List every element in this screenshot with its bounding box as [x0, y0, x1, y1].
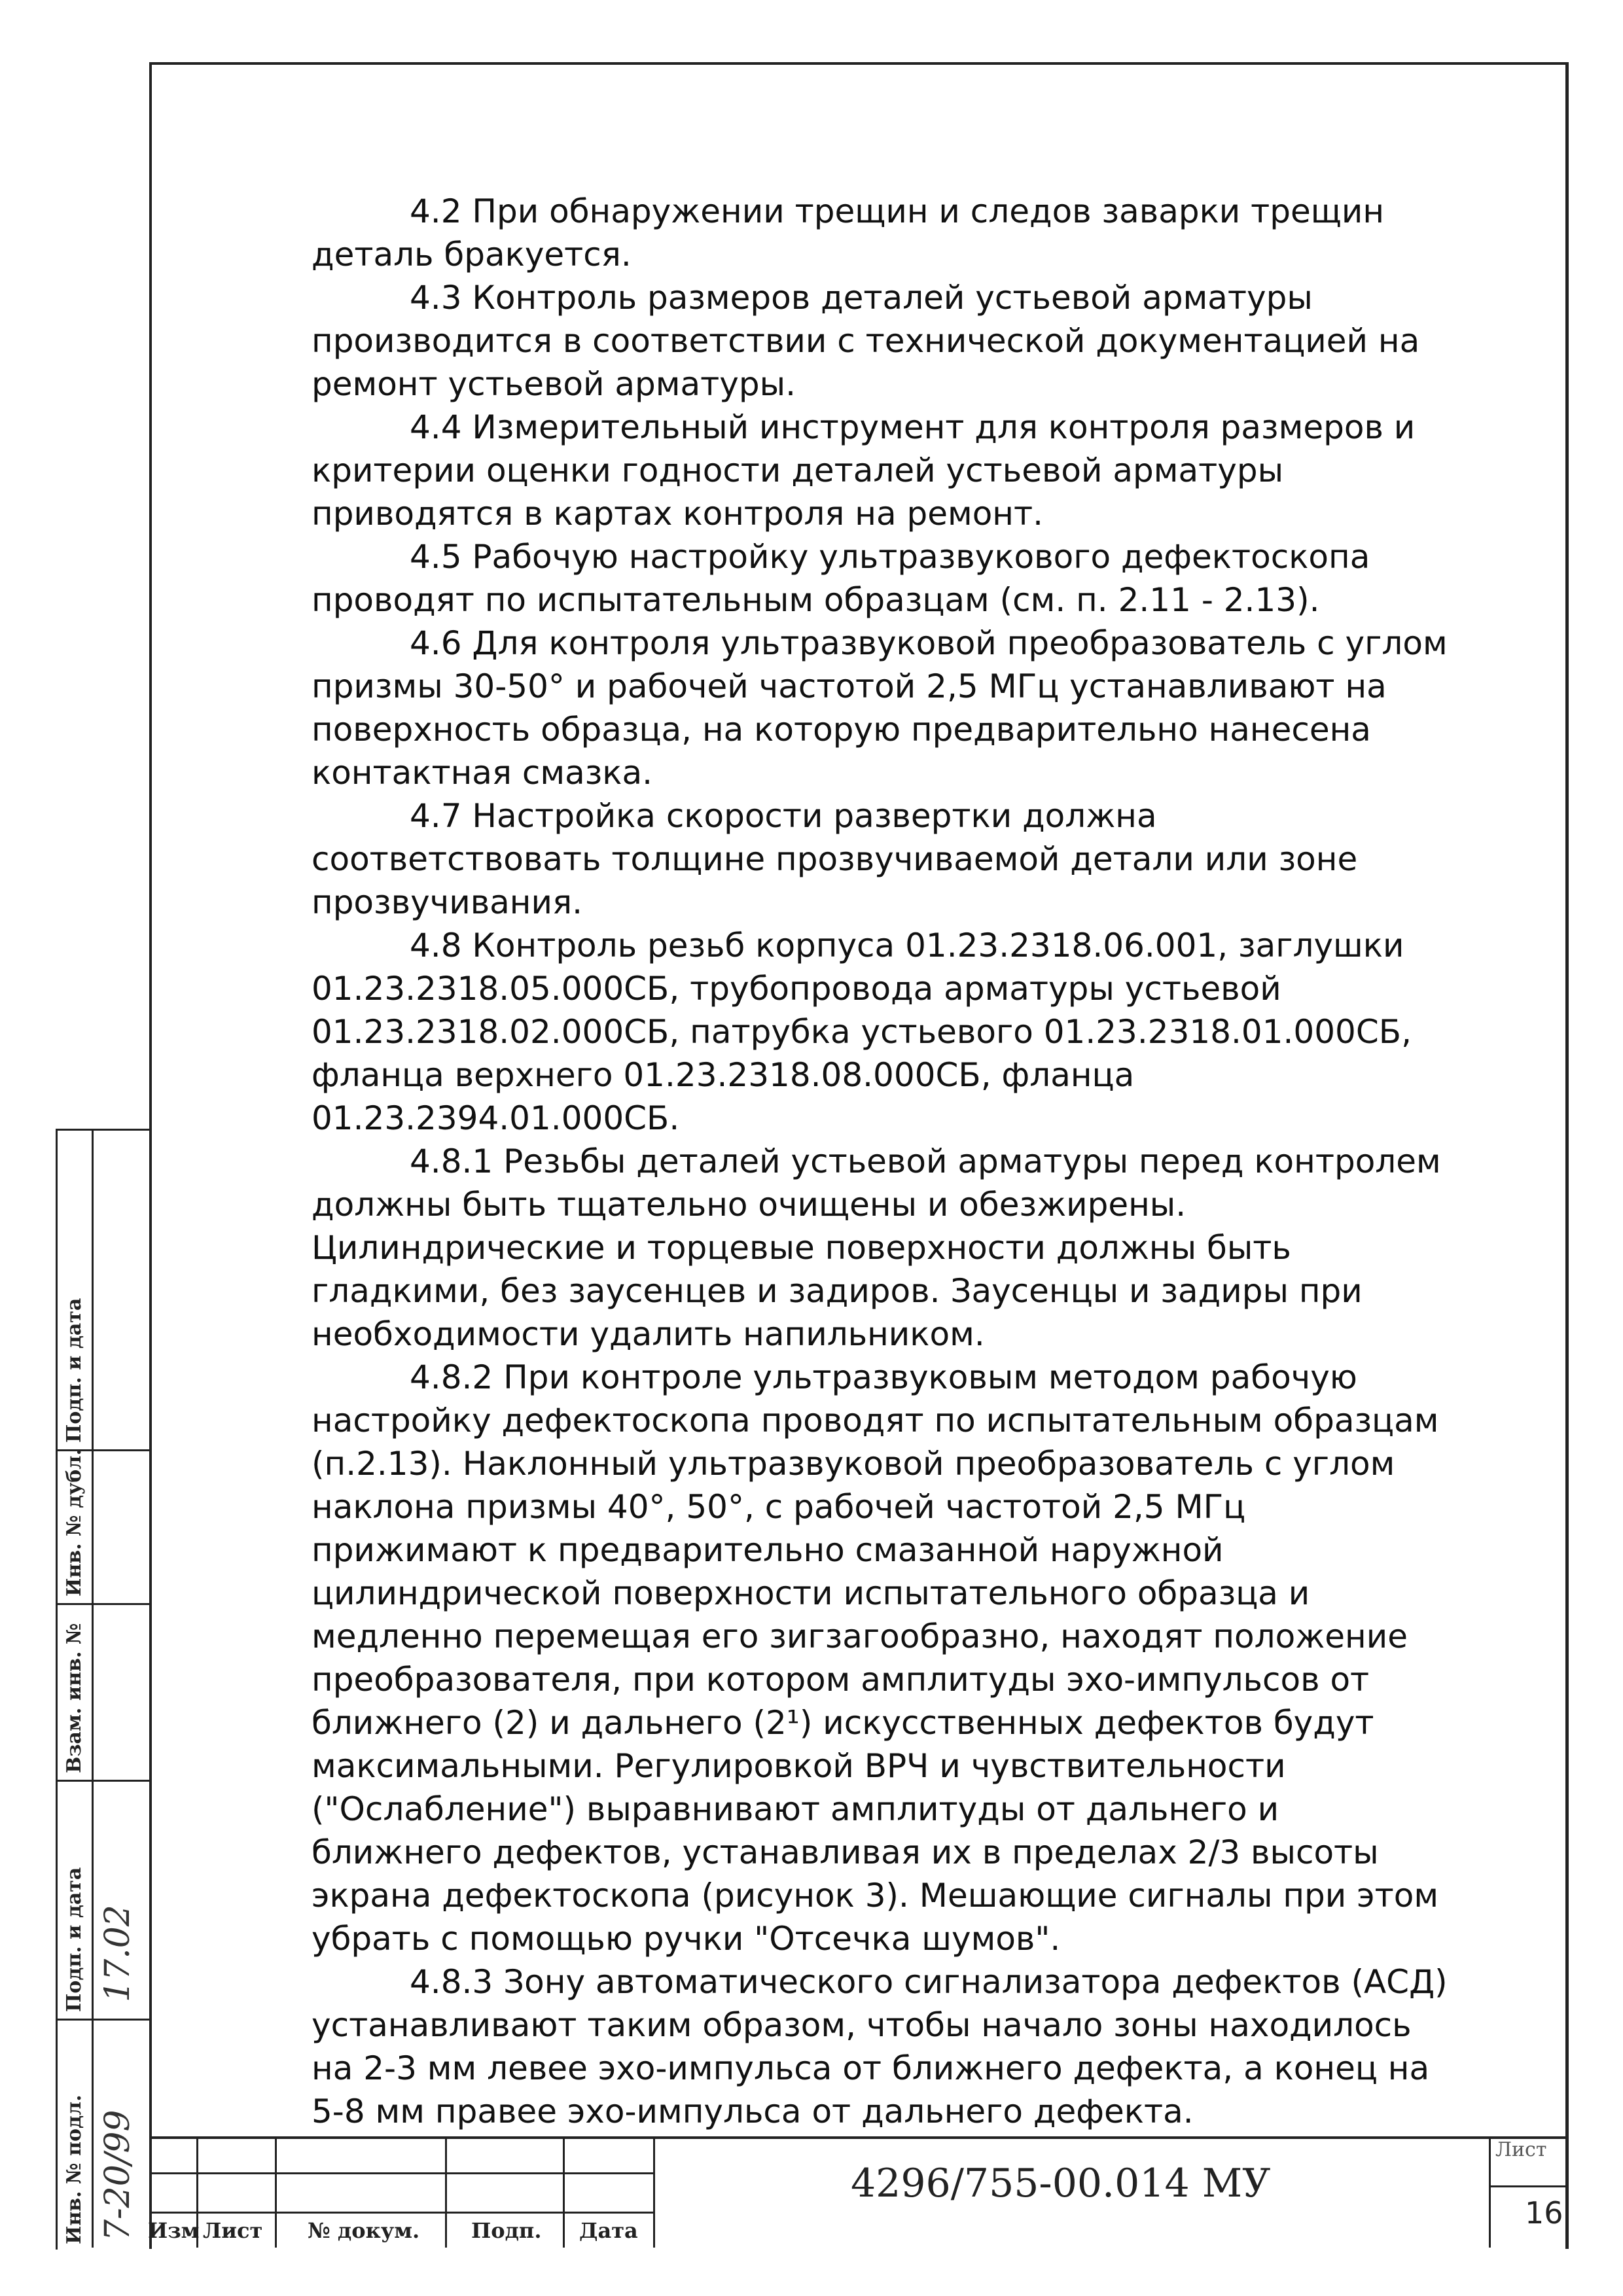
- paragraph-4-8-1: 4.8.1 Резьбы деталей устьевой арматуры перед контролем должны быть тщательно очищены и обезжирены. Цилиндрические и торцевые поверхности должны быть гладкими, без заусенцев и задиров. Заусенцы и задиры при необходимости удалить напильником.: [312, 1142, 1441, 1353]
- title-block-rule: [149, 2212, 653, 2214]
- paragraph-4-3: 4.3 Контроль размеров деталей устьевой арматуры производится в соответствии с технической документацией на ремонт устьевой арматуры.: [312, 279, 1420, 403]
- title-block-col: [563, 2136, 565, 2248]
- side-label-podp-data: Подп. и дата: [63, 1867, 86, 2012]
- paragraph-4-7: 4.7 Настройка скорости развертки должна соответствовать толщине прозвучиваемой детали или зоне прозвучивания.: [312, 797, 1358, 921]
- col-date: Дата: [579, 2218, 638, 2243]
- col-izm: Изм: [148, 2218, 200, 2243]
- side-label-podp-data-2: Подп. и дата: [63, 1298, 86, 1443]
- col-list: Лист: [203, 2218, 263, 2243]
- title-block-rule: [1489, 2185, 1566, 2187]
- paragraph-4-4: 4.4 Измерительный инструмент для контроля размеров и критерии оценки годности деталей устьевой арматуры приводятся в картах контроля на ремонт.: [312, 408, 1416, 533]
- title-block-col: [653, 2136, 655, 2248]
- side-label-inv-podl: Инв. № подл.: [63, 2094, 86, 2244]
- paragraph-4-2: 4.2 При обнаружении трещин и следов заварки трещин деталь бракуется.: [312, 192, 1385, 274]
- paragraph-4-8: 4.8 Контроль резьб корпуса 01.23.2318.06.001, заглушки 01.23.2318.05.000СБ, трубопровода арматуры устьевой 01.23.2318.02.000СБ, патрубка устьевого 01.23.2318.01.000СБ, фланца верхнего 01.23.2318.08.000СБ, фланца 01.23.2394.01.000СБ.: [312, 927, 1412, 1137]
- title-block-col: [1489, 2136, 1491, 2248]
- col-doc-number: № докум.: [308, 2218, 420, 2243]
- side-strip-rule: [56, 1603, 149, 1605]
- side-strip-rule: [56, 1780, 149, 1782]
- handwritten-signature-date: 17.02: [98, 1905, 137, 2002]
- side-label-inv-dubl: Инв. № дубл.: [63, 1449, 86, 1597]
- paragraph-4-6: 4.6 Для контроля ультразвуковой преобразователь с углом призмы 30-50° и рабочей частотой 2,5 МГц устанавливают на поверхность образца, на которую предварительно нанесена контактная смазка.: [312, 624, 1448, 792]
- title-block-col: [275, 2136, 277, 2248]
- col-signature: Подп.: [471, 2218, 542, 2243]
- document-body: [312, 190, 1450, 2133]
- title-block-col: [445, 2136, 447, 2248]
- side-label-vzam-inv: Взам. инв. №: [63, 1623, 86, 1773]
- side-strip-rule: [56, 2019, 149, 2021]
- side-strip-divider: [92, 1129, 94, 2248]
- page-number: 16: [1525, 2195, 1563, 2231]
- paragraph-4-8-3: 4.8.3 Зону автоматического сигнализатора дефектов (АСД) устанавливают таким образом, чтобы начало зоны находилось на 2-3 мм левее эхо-импульса от ближнего дефекта, а конец на 5-8 мм правее эхо-импульса от дальнего дефекта.: [312, 1963, 1448, 2130]
- paragraph-4-8-2: 4.8.2 При контроле ультразвуковым методом рабочую настройку дефектоскопа проводят по испытательным образцам (п.2.13). Наклонный ультразвуковой преобразователь с углом наклона призмы 40°, 50°, с рабочей частотой 2,5 МГц прижимают к предварительно смазанной наружной цилиндрической поверхности испытательного образца и медленно перемещая его зигзагообразно, находят положение преобразователя, при котором амплитуды эхо-импульсов от ближнего (2) и дальнего (2¹) искусственных дефектов будут максимальными. Регулировкой ВРЧ и чувствительности ("Ослабление") выравнивают амплитуды от дальнего и ближнего дефектов, устанавливая их в пределах 2/3 высоты экрана дефектоскопа (рисунок 3). Мешающие сигналы при этом убрать с помощью ручки "Отсечка шумов".: [312, 1358, 1439, 1958]
- title-block-rule: [149, 2172, 653, 2174]
- handwritten-inventory-number: 7-20/99: [98, 2110, 137, 2241]
- paragraph-4-5: 4.5 Рабочую настройку ультразвукового дефектоскопа проводят по испытательным образцам (см. п. 2.11 - 2.13).: [312, 538, 1370, 619]
- document-code: 4296/755-00.014 МУ: [851, 2161, 1271, 2206]
- sheet-label: Лист: [1495, 2138, 1547, 2161]
